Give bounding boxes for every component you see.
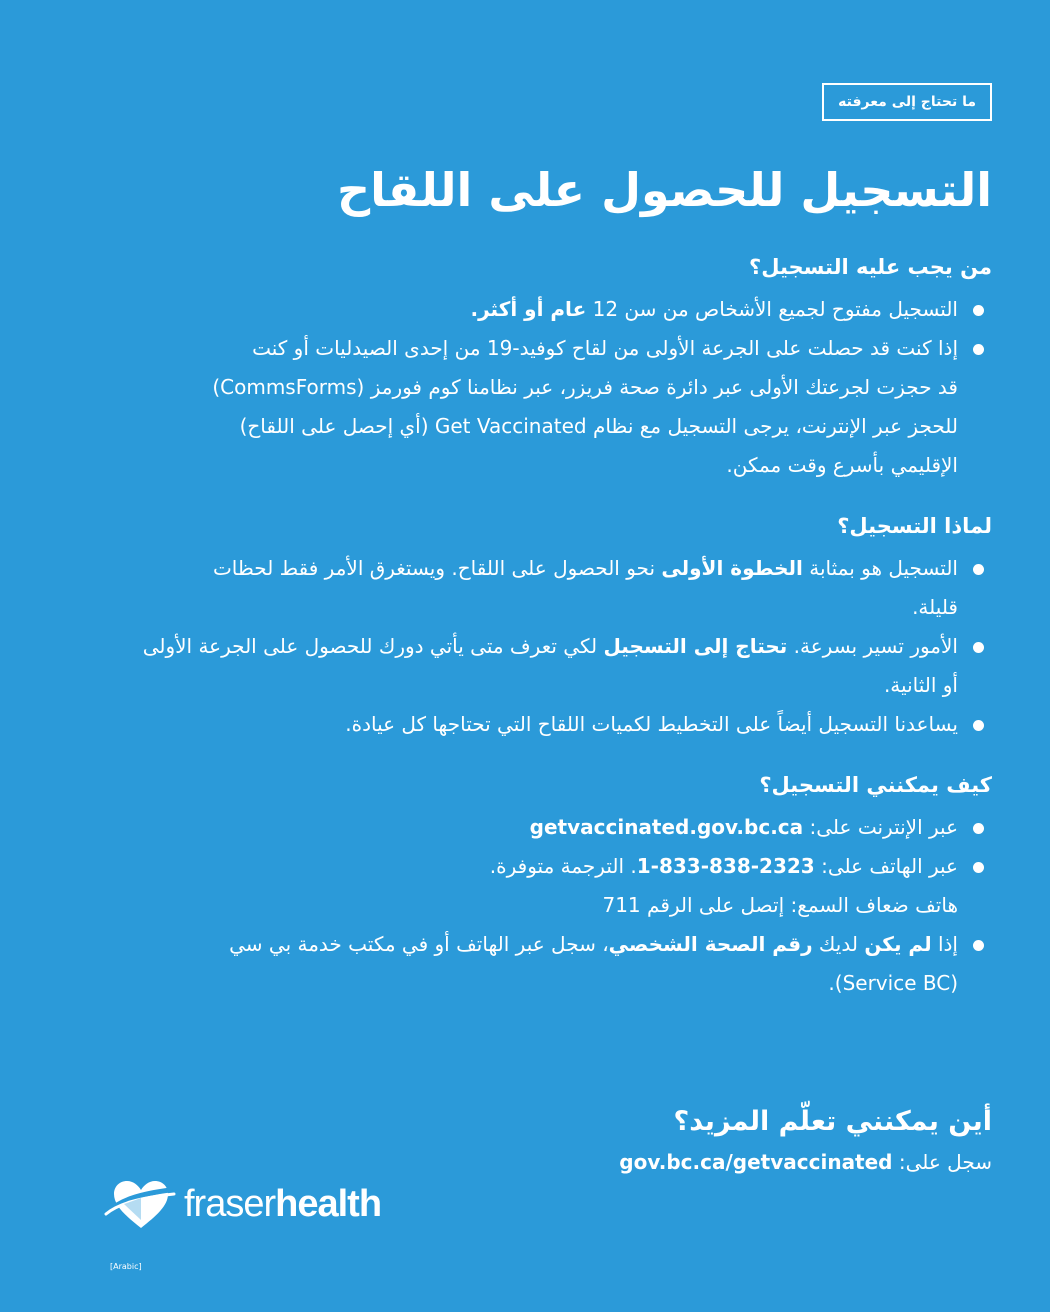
main-content xyxy=(72,250,992,1027)
no-phn-bold-2: رقم الصحة الشخصي xyxy=(608,932,813,956)
phone-post: . الترجمة متوفرة. xyxy=(489,854,637,878)
bullet-dot xyxy=(973,823,984,834)
why-bullet-1-line-1 xyxy=(72,549,958,588)
who-bullet-2 xyxy=(72,329,992,485)
why-bullet-1-line-2: قليلة. xyxy=(912,595,958,619)
why-bullet-3 xyxy=(72,705,992,744)
phone-label: عبر الهاتف على: xyxy=(814,854,958,878)
why-bullet-3-text: يساعدنا التسجيل أيضاً على التخطيط لكميات اللقاح التي تحتاجها كل عيادة. xyxy=(345,712,958,736)
bullet-dot xyxy=(973,642,984,653)
page-title: التسجيل للحصول على اللقاح xyxy=(336,163,992,217)
bullet-dot xyxy=(973,564,984,575)
no-phn-mid: لديك xyxy=(812,932,865,956)
no-phn-pre: إذا xyxy=(931,932,958,956)
learn-more-section xyxy=(292,1100,992,1180)
who-bullet-2-line-1: إذا كنت قد حصلت على الجرعة الأولى من لقاح كوفيد-19 من إحدى الصيدليات أو كنت xyxy=(252,336,958,360)
phone-number[interactable]: 1-833-838-2323 xyxy=(636,854,815,878)
why-bullet-2-line-1 xyxy=(72,627,958,666)
learn-more-heading: أين يمكنني تعلّم المزيد؟ xyxy=(673,1106,992,1137)
section-who xyxy=(72,250,992,485)
why-bullet-1-bold: الخطوة الأولى xyxy=(661,556,803,580)
section-why-heading: لماذا التسجيل؟ xyxy=(837,514,992,538)
heart-swirl-icon xyxy=(104,1174,178,1234)
how-bullet-no-phn xyxy=(72,925,992,1003)
who-bullet-1 xyxy=(72,290,992,329)
logo-wordmark xyxy=(184,1174,381,1234)
learn-more-line xyxy=(292,1144,992,1180)
why-bullet-2-pre: الأمور تسير بسرعة. xyxy=(787,634,958,658)
language-note: [Arabic] xyxy=(110,1262,142,1271)
learn-more-url-link[interactable]: gov.bc.ca/getvaccinated xyxy=(619,1150,893,1174)
who-bullet-1-bold: عام أو أكثر. xyxy=(470,297,587,321)
section-how xyxy=(72,768,992,1003)
why-bullet-2 xyxy=(72,627,992,705)
fraser-health-logo xyxy=(104,1172,384,1236)
no-phn-line-1 xyxy=(72,925,958,964)
logo-wordmark-part-1: fraser xyxy=(184,1183,276,1225)
what-you-need-to-know-tag: ما تحتاج إلى معرفته xyxy=(822,83,992,121)
who-bullet-2-line-3: للحجز عبر الإنترنت، يرجى التسجيل مع نظام Get Vaccinated (أي إحصل على اللقاح) xyxy=(239,414,958,438)
why-bullet-2-post: لكي تعرف متى يأتي دورك للحصول على الجرعة الأولى xyxy=(142,634,604,658)
why-bullet-list xyxy=(72,549,992,744)
bullet-dot xyxy=(973,344,984,355)
how-bullet-phone xyxy=(72,847,992,925)
section-who-heading: من يجب عليه التسجيل؟ xyxy=(749,255,992,279)
section-how-heading: كيف يمكنني التسجيل؟ xyxy=(759,773,992,797)
why-bullet-1-post: نحو الحصول على اللقاح. ويستغرق الأمر فقط لحظات xyxy=(212,556,662,580)
section-why xyxy=(72,509,992,744)
tty-line: هاتف ضعاف السمع: إتصل على الرقم 711 xyxy=(602,893,958,917)
why-bullet-2-line-2: أو الثانية. xyxy=(883,673,958,697)
bullet-dot xyxy=(973,862,984,873)
no-phn-post: ، سجل عبر الهاتف أو في مكتب خدمة بي سي xyxy=(229,932,609,956)
why-bullet-2-bold: تحتاج إلى التسجيل xyxy=(603,634,788,658)
why-bullet-1 xyxy=(72,549,992,627)
how-bullet-online xyxy=(72,808,992,847)
bullet-dot xyxy=(973,720,984,731)
no-phn-bold-1: لم يكن xyxy=(864,932,932,956)
bullet-dot xyxy=(973,940,984,951)
how-bullet-list xyxy=(72,808,992,1003)
why-bullet-1-pre: التسجيل هو بمثابة xyxy=(802,556,958,580)
logo-wordmark-part-2: health xyxy=(275,1183,382,1225)
bullet-dot xyxy=(973,305,984,316)
who-bullet-2-line-2: قد حجزت لجرعتك الأولى عبر دائرة صحة فريزر، عبر نظامنا كوم فورمز (CommsForms) xyxy=(212,375,958,399)
online-label: عبر الإنترنت على: xyxy=(803,815,958,839)
who-bullet-2-line-4: الإقليمي بأسرع وقت ممكن. xyxy=(726,453,958,477)
learn-more-label: سجل على: xyxy=(892,1150,992,1174)
who-bullet-list xyxy=(72,290,992,485)
online-url-link[interactable]: getvaccinated.gov.bc.ca xyxy=(529,815,804,839)
who-bullet-1-text: التسجيل مفتوح لجميع الأشخاص من سن 12 xyxy=(586,297,958,321)
no-phn-line-2: (Service BC). xyxy=(828,971,958,995)
